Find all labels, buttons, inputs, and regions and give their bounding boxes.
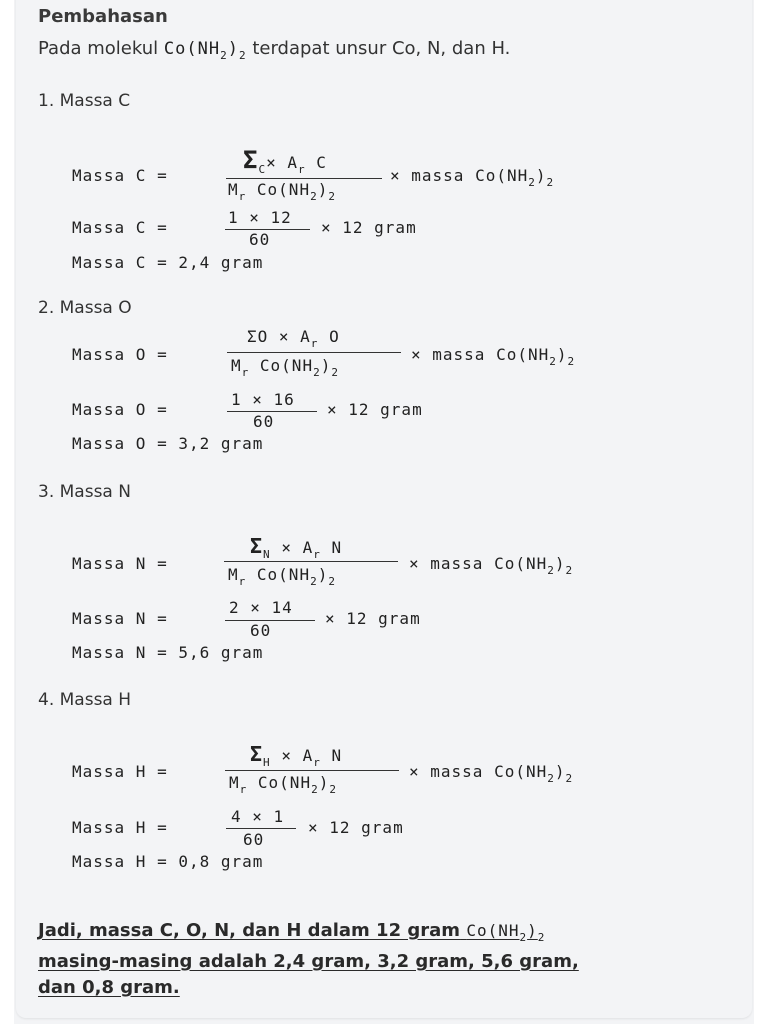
section-title: Pembahasan [38,6,168,27]
eq-c-numerator: $\Sigma_C\times A_r$ C [243,146,327,176]
eq-c-times: × massa $Co(NH_2)_2$ [390,166,555,189]
item-massa-n: 3. Massa N [38,482,131,502]
eq-h-denominator: $M_r$ $Co(NH_2)_2$ [229,773,337,796]
item-massa-h: 4. Massa H [38,690,132,710]
conclusion-line-3: dan 0,8 gram. [38,977,180,998]
conclusion-formula: $Co(NH_2)_2$ [466,921,546,944]
eq-o-step2-lhs: Massa O = [72,400,168,419]
eq-o-numerator: $\Sigma O \times A_r$ O [247,327,340,350]
eq-n-step2-lhs: Massa N = [72,609,168,628]
eq-h-fraction-bar [225,770,399,771]
eq-n-denominator: $M_r$ $Co(NH_2)_2$ [228,565,336,588]
eq-n-step2-numerator: 2 × 14 [229,598,293,617]
intro-paragraph: Pada molekul $Co(NH_2)_2$ terdapat unsur Co, N, dan H. [38,38,511,62]
eq-c-fraction-bar [226,178,382,179]
eq-n-step2-denominator: 60 [250,621,272,640]
eq-o-lhs: Massa O = [72,345,168,364]
eq-c-lhs: Massa C = [72,166,168,185]
eq-h-numerator: $\Sigma_H \times A_r$ N [250,742,343,769]
eq-c-step2-rest: × 12 gram [321,218,417,237]
conclusion-line-2: masing-masing adalah 2,4 gram, 3,2 gram, 5,6 gram, [38,951,579,972]
eq-o-fraction-bar [227,352,401,353]
eq-n-fraction-bar [224,561,398,562]
eq-n-step2-rest: × 12 gram [325,609,421,628]
eq-o-step2-denominator: 60 [253,412,275,431]
eq-c-step2-lhs: Massa C = [72,218,168,237]
eq-n-numerator: $\Sigma_N \times A_r$ N [250,534,343,561]
eq-n-times: × massa $Co(NH_2)_2$ [409,554,574,577]
eq-o-result: Massa O = 3,2 gram [72,434,264,453]
eq-n-lhs: Massa N = [72,554,168,573]
eq-h-step2-lhs: Massa H = [72,818,168,837]
eq-h-lhs: Massa H = [72,762,168,781]
item-massa-c: 1. Massa C [38,91,131,111]
eq-h-step2-denominator: 60 [243,830,265,849]
eq-c-step2-denominator: 60 [249,230,271,249]
eq-o-denominator: $M_r$ $Co(NH_2)_2$ [231,356,339,379]
item-massa-o: 2. Massa O [38,298,132,318]
eq-h-times: × massa $Co(NH_2)_2$ [409,762,574,785]
right-margin [754,0,768,1024]
left-margin [0,0,14,1024]
eq-o-times: × massa $Co(NH_2)_2$ [411,345,576,368]
eq-c-denominator: $M_r$ $Co(NH_2)_2$ [228,180,336,203]
eq-n-result: Massa N = 5,6 gram [72,643,264,662]
eq-h-step2-numerator: 4 × 1 [231,807,285,826]
eq-c-step2-numerator: 1 × 12 [228,208,292,227]
eq-h-step2-rest: × 12 gram [308,818,404,837]
eq-c-result: Massa C = 2,4 gram [72,253,264,272]
eq-h-result: Massa H = 0,8 gram [72,852,264,871]
eq-o-step2-rest: × 12 gram [327,400,423,419]
eq-h-step2-bar [226,828,296,829]
eq-o-step2-numerator: 1 × 16 [231,390,295,409]
conclusion-line-1: Jadi, massa C, O, N, dan H dalam 12 gram $Co(NH_2)_2$ [38,920,546,944]
